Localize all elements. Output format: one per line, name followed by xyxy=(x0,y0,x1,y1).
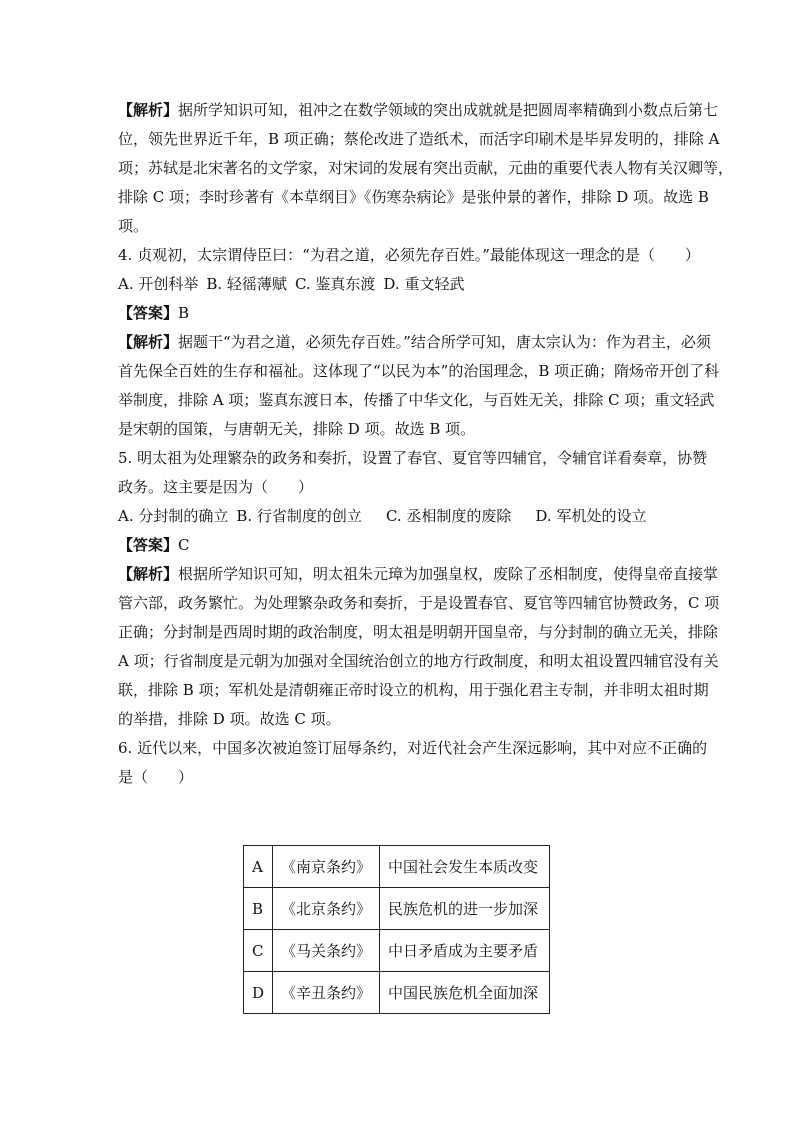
option-d: D. 重文轻武 xyxy=(383,275,465,293)
question-stem: 6. 近代以来，中国多次被迫签订屈辱条约，对近代社会产生深远影响，其中对应不正确的 xyxy=(118,739,708,757)
answer-value: B xyxy=(178,304,190,322)
analysis-text-line: 据所学知识可知，祖冲之在数学领域的突出成就就是把圆周率精确到小数点后第七 xyxy=(178,101,719,119)
analysis-text-line: 管六部，政务繁忙。为处理繁杂政务和奏折，于是设置春官、夏官等四辅官协赞政务，C 项 xyxy=(118,594,720,612)
option-b: B. 行省制度的创立 xyxy=(236,507,362,525)
analysis-label: 【解析】 xyxy=(118,101,179,119)
analysis-text-line: 正确；分封制是西周时期的政治制度，明太祖是明朝开国皇帝，与分封制的确立无关，排除 xyxy=(118,623,719,641)
question-options xyxy=(118,502,678,531)
option-c: C. 丞相制度的废除 xyxy=(385,507,512,525)
analysis-text-line: 项。 xyxy=(118,217,149,235)
option-b: B. 轻徭薄赋 xyxy=(206,275,287,293)
row-treaty: 《南京条约》 xyxy=(273,846,380,888)
row-impact: 中国民族危机全面加深 xyxy=(380,972,550,1014)
table-row xyxy=(244,930,550,972)
option-a: A. 开创科举 xyxy=(118,275,199,293)
table-row xyxy=(244,846,550,888)
row-impact: 民族危机的进一步加深 xyxy=(380,888,550,930)
row-letter: B xyxy=(244,888,273,930)
treaty-table xyxy=(243,845,550,1014)
analysis-text-line: 是宋朝的国策，与唐朝无关，排除 D 项。故选 B 项。 xyxy=(118,420,476,438)
answer-label: 【答案】 xyxy=(118,536,179,554)
row-impact: 中国社会发生本质改变 xyxy=(380,846,550,888)
question-6 xyxy=(118,734,708,792)
analysis-text-line: 根据所学知识可知，明太祖朱元璋为加强皇权，废除了丞相制度，使得皇帝直接掌 xyxy=(178,565,719,583)
analysis-text-line: 举制度，排除 A 项；鉴真东渡日本，传播了中华文化，与百姓无关，排除 C 项；重文轻武 xyxy=(118,391,715,409)
answer-value: C xyxy=(178,536,190,554)
question-stem: 是（ ） xyxy=(118,768,194,786)
option-c: C. 鉴真东渡 xyxy=(294,275,376,293)
question-options xyxy=(118,270,678,299)
document-page xyxy=(118,96,734,792)
analysis-text-line: 的举措，排除 D 项。故选 C 项。 xyxy=(118,710,341,728)
question-stem: 5. 明太祖为处理繁杂的政务和奏折，设置了春官、夏官等四辅官，令辅官详看奏章，协赞 xyxy=(118,449,708,467)
analysis-text-line: 位，领先世界近千年，B 项正确；蔡伦改进了造纸术，而活字印刷术是毕昇发明的，排除 A xyxy=(118,130,720,148)
analysis-label: 【解析】 xyxy=(118,333,179,351)
row-treaty: 《北京条约》 xyxy=(273,888,380,930)
question-stem: 4. 贞观初，太宗谓侍臣曰：“为君之道，必须先存百姓。”最能体现这一理念的是（ ） xyxy=(118,246,700,264)
row-letter: C xyxy=(244,930,273,972)
row-treaty: 《马关条约》 xyxy=(273,930,380,972)
option-a: A. 分封制的确立 xyxy=(118,507,229,525)
option-d: D. 军机处的设立 xyxy=(535,507,647,525)
analysis-text-line: 首先保全百姓的生存和福祉。这体现了“以民为本”的治国理念，B 项正确；隋炀帝开创了科 xyxy=(118,362,720,380)
q3-analysis xyxy=(118,96,734,241)
question-4 xyxy=(118,241,720,444)
analysis-label: 【解析】 xyxy=(118,565,179,583)
analysis-text-line: 据题干“为君之道，必须先存百姓。”结合所学可知，唐太宗认为：作为君主，必须 xyxy=(178,333,711,351)
analysis-text-line: 项；苏轼是北宋著名的文学家，对宋词的发展有突出贡献，元曲的重要代表人物有关汉卿等， xyxy=(118,159,734,177)
row-letter: D xyxy=(244,972,273,1014)
analysis-text-line: 联，排除 B 项；军机处是清朝雍正帝时设立的机构，用于强化君主专制，并非明太祖时期 xyxy=(118,681,709,699)
analysis-text-line: A 项；行省制度是元朝为加强对全国统治创立的地方行政制度，和明太祖设置四辅官没有关 xyxy=(118,652,719,670)
analysis-text-line: 排除 C 项；李时珍著有《本草纲目》《伤寒杂病论》是张仲景的著作，排除 D 项。故选 B xyxy=(118,188,709,206)
answer-line xyxy=(118,299,678,328)
question-5 xyxy=(118,444,720,734)
answer-label: 【答案】 xyxy=(118,304,179,322)
table-row xyxy=(244,888,550,930)
row-letter: A xyxy=(244,846,273,888)
question-stem: 政务。这主要是因为（ ） xyxy=(118,478,314,496)
table-row xyxy=(244,972,550,1014)
answer-line xyxy=(118,531,678,560)
row-treaty: 《辛丑条约》 xyxy=(273,972,380,1014)
row-impact: 中日矛盾成为主要矛盾 xyxy=(380,930,550,972)
